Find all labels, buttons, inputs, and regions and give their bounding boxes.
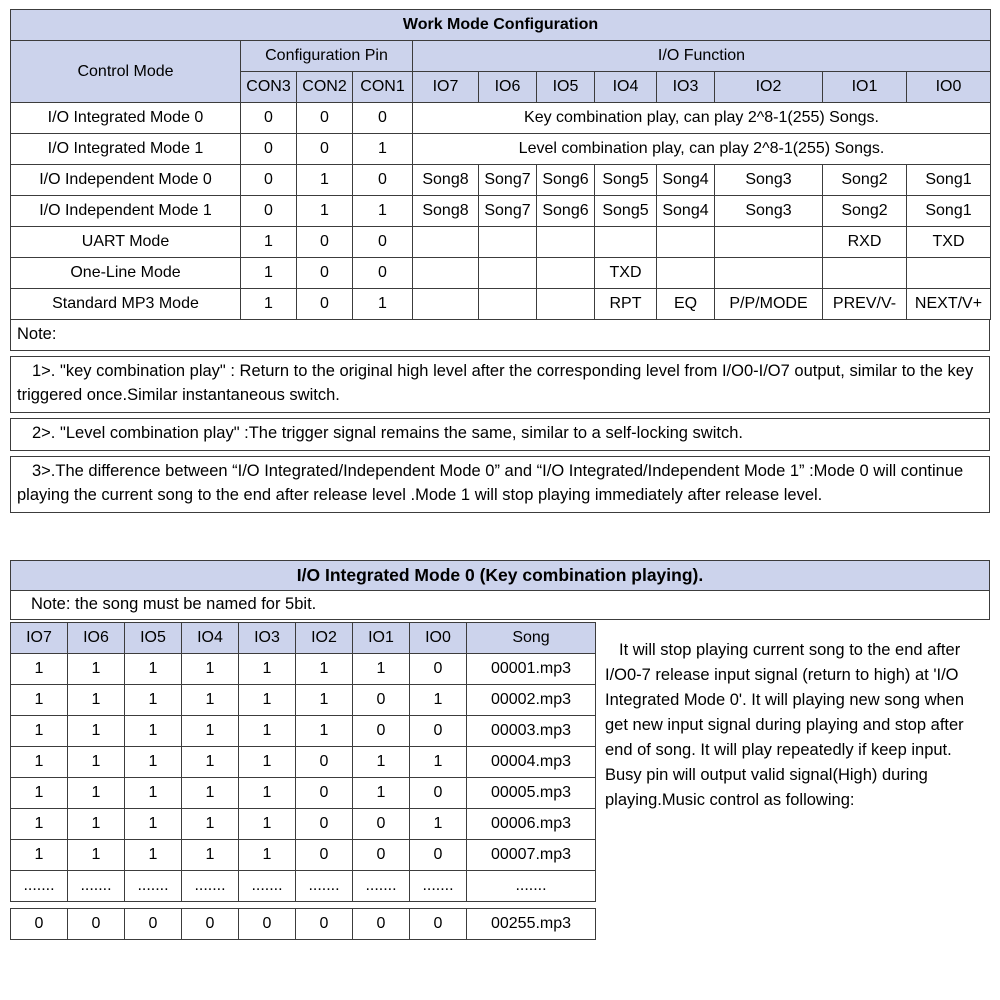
bit-cell: 1 [11, 746, 68, 777]
bit-cell: 1 [296, 715, 353, 746]
io-cell: Song2 [823, 165, 907, 196]
song-cell: 00006.mp3 [467, 808, 596, 839]
song-cell: 00007.mp3 [467, 839, 596, 870]
bit-cell: 1 [68, 777, 125, 808]
bit-cell: 1 [239, 839, 296, 870]
bit-cell: 1 [239, 684, 296, 715]
io-cell: Song6 [537, 165, 595, 196]
io-cell: Song2 [823, 196, 907, 227]
song-cell: 00002.mp3 [467, 684, 596, 715]
pin-cell: 0 [353, 103, 413, 134]
work-mode-row [11, 289, 991, 320]
bit-cell: 0 [410, 839, 467, 870]
song-column-header: IO5 [125, 622, 182, 653]
pin-column-header: CON1 [353, 72, 413, 103]
pin-cell: 0 [353, 227, 413, 258]
pin-cell: 0 [241, 165, 297, 196]
bit-cell: 1 [182, 715, 239, 746]
mode-cell: UART Mode [11, 227, 241, 258]
io-cell: NEXT/V+ [907, 289, 991, 320]
pin-cell: 0 [297, 103, 353, 134]
bit-cell: 1 [68, 653, 125, 684]
song-column-header: IO0 [410, 622, 467, 653]
integrated-mode-body [10, 622, 990, 940]
pin-cell: 0 [297, 289, 353, 320]
mode-cell: Standard MP3 Mode [11, 289, 241, 320]
io-column-header: IO0 [907, 72, 991, 103]
io-cell: Song3 [715, 196, 823, 227]
bit-cell: 0 [182, 908, 239, 939]
pin-cell: 0 [297, 227, 353, 258]
pin-cell: 0 [297, 258, 353, 289]
io-cell: TXD [595, 258, 657, 289]
pin-cell: 1 [297, 196, 353, 227]
io-function-header: I/O Function [413, 41, 991, 72]
bit-cell: 0 [296, 777, 353, 808]
io-cell: Song7 [479, 165, 537, 196]
bit-cell: 1 [410, 684, 467, 715]
io-cell: Song1 [907, 165, 991, 196]
integrated-mode-title: I/O Integrated Mode 0 (Key combination playing). [10, 560, 990, 591]
bit-cell: 0 [296, 908, 353, 939]
work-mode-header-row [11, 41, 991, 72]
bit-cell: 1 [296, 684, 353, 715]
song-table-last-row [11, 908, 596, 939]
integrated-mode-note: Note: the song must be named for 5bit. [10, 590, 990, 620]
bit-cell: 1 [182, 777, 239, 808]
control-mode-header: Control Mode [11, 41, 241, 103]
bit-cell: 1 [125, 653, 182, 684]
bit-cell: 0 [239, 908, 296, 939]
bit-cell: 1 [11, 653, 68, 684]
bit-cell: 1 [68, 715, 125, 746]
io-column-header: IO1 [823, 72, 907, 103]
io-cell [537, 258, 595, 289]
bit-cell: 1 [182, 746, 239, 777]
work-mode-title-row [11, 10, 991, 41]
bit-cell: 1 [182, 808, 239, 839]
io-cell: P/P/MODE [715, 289, 823, 320]
bit-cell: 1 [125, 746, 182, 777]
io-cell [657, 227, 715, 258]
io-cell: Song7 [479, 196, 537, 227]
bit-cell: 1 [125, 715, 182, 746]
io-span-cell: Level combination play, can play 2^8-1(255) Songs. [413, 134, 991, 165]
pin-column-header: CON2 [297, 72, 353, 103]
io-cell: Song6 [537, 196, 595, 227]
song-table-row [11, 777, 596, 808]
pin-cell: 1 [353, 134, 413, 165]
bit-cell: 0 [353, 839, 410, 870]
io-cell [715, 227, 823, 258]
note-item-2: 2>. "Level combination play" :The trigger signal remains the same, similar to a self-locking switch. [10, 418, 990, 451]
work-mode-title: Work Mode Configuration [11, 10, 991, 41]
io-cell: Song4 [657, 165, 715, 196]
io-cell [715, 258, 823, 289]
song-column-header: IO7 [11, 622, 68, 653]
bit-cell: ....... [296, 870, 353, 901]
notes-section [10, 319, 990, 513]
mode-cell: I/O Integrated Mode 0 [11, 103, 241, 134]
bit-cell: 1 [353, 653, 410, 684]
bit-cell: 1 [125, 808, 182, 839]
pin-cell: 0 [353, 165, 413, 196]
bit-cell: ....... [11, 870, 68, 901]
io-column-header: IO7 [413, 72, 479, 103]
bit-cell: 1 [182, 684, 239, 715]
bit-cell: 1 [182, 839, 239, 870]
bit-cell: 0 [68, 908, 125, 939]
io-cell: Song5 [595, 165, 657, 196]
io-cell [479, 258, 537, 289]
song-column-header: IO2 [296, 622, 353, 653]
io-cell: Song5 [595, 196, 657, 227]
io-cell [537, 289, 595, 320]
bit-cell: 1 [410, 746, 467, 777]
bit-cell: 0 [410, 777, 467, 808]
bit-cell: 1 [68, 808, 125, 839]
bit-cell: 1 [353, 746, 410, 777]
note-item-3: 3>.The difference between “I/O Integrated/Independent Mode 0” and “I/O Integrated/Independent Mode 1” :Mode 0 will continue playing the current song to the end after release level .Mode 1 will stop playing immediately after release level. [10, 456, 990, 513]
io-cell: RPT [595, 289, 657, 320]
pin-cell: 0 [241, 103, 297, 134]
song-table-last [10, 908, 596, 940]
io-cell [595, 227, 657, 258]
bit-cell: 0 [410, 908, 467, 939]
mode-cell: I/O Independent Mode 1 [11, 196, 241, 227]
mode-cell: I/O Independent Mode 0 [11, 165, 241, 196]
bit-cell: 1 [353, 777, 410, 808]
bit-cell: 0 [296, 839, 353, 870]
bit-cell: 1 [68, 839, 125, 870]
io-cell [823, 258, 907, 289]
bit-cell: 1 [11, 808, 68, 839]
bit-cell: 0 [353, 715, 410, 746]
work-mode-row [11, 165, 991, 196]
io-cell: Song3 [715, 165, 823, 196]
bit-cell: 1 [68, 684, 125, 715]
bit-cell: 1 [68, 746, 125, 777]
bit-cell: 1 [239, 715, 296, 746]
song-table-row [11, 715, 596, 746]
integrated-mode-description: It will stop playing current song to the end after I/O0-7 release input signal (return to high) at 'I/O Integrated Mode 0'. It will playing new song when get new input signal during playing and stop after end of song. It will play repeatedly if keep input. Busy pin will output valid signal(High) during playing.Music control as following: [605, 640, 965, 809]
bit-cell: 0 [353, 684, 410, 715]
io-cell: RXD [823, 227, 907, 258]
bit-cell: 0 [296, 746, 353, 777]
io-cell: Song4 [657, 196, 715, 227]
song-table-row [11, 684, 596, 715]
bit-cell: 1 [125, 777, 182, 808]
song-cell: 00255.mp3 [467, 908, 596, 939]
song-column-header: IO6 [68, 622, 125, 653]
bit-cell: 1 [239, 746, 296, 777]
bit-cell: 1 [125, 684, 182, 715]
bit-cell: ....... [182, 870, 239, 901]
work-mode-row [11, 103, 991, 134]
bit-cell: 1 [11, 715, 68, 746]
song-cell: 00003.mp3 [467, 715, 596, 746]
io-span-cell: Key combination play, can play 2^8-1(255) Songs. [413, 103, 991, 134]
song-table-row [11, 870, 596, 901]
work-mode-row [11, 196, 991, 227]
song-table-row [11, 653, 596, 684]
pin-cell: 1 [241, 289, 297, 320]
bit-cell: ....... [353, 870, 410, 901]
bit-cell: 1 [239, 653, 296, 684]
io-column-header: IO2 [715, 72, 823, 103]
song-table-header-row [11, 622, 596, 653]
song-column-header: Song [467, 622, 596, 653]
bit-cell: 0 [11, 908, 68, 939]
song-cell: 00001.mp3 [467, 653, 596, 684]
song-column-header: IO4 [182, 622, 239, 653]
notes-label: Note: [10, 319, 990, 351]
work-mode-row [11, 227, 991, 258]
io-cell [413, 227, 479, 258]
song-table [10, 622, 596, 902]
song-table-row [11, 839, 596, 870]
io-cell: Song8 [413, 196, 479, 227]
song-column-header: IO3 [239, 622, 296, 653]
bit-cell: 0 [410, 653, 467, 684]
bit-cell: 1 [182, 653, 239, 684]
bit-cell: 1 [296, 653, 353, 684]
io-cell: Song8 [413, 165, 479, 196]
mode-cell: I/O Integrated Mode 1 [11, 134, 241, 165]
io-cell [479, 227, 537, 258]
pin-cell: 0 [353, 258, 413, 289]
bit-cell: 1 [11, 839, 68, 870]
bit-cell: 0 [125, 908, 182, 939]
bit-cell: ....... [68, 870, 125, 901]
io-column-header: IO5 [537, 72, 595, 103]
pin-cell: 0 [297, 134, 353, 165]
song-table-column [10, 622, 595, 940]
io-cell [657, 258, 715, 289]
bit-cell: 0 [410, 715, 467, 746]
pin-column-header: CON3 [241, 72, 297, 103]
bit-cell: 1 [11, 684, 68, 715]
song-cell: 00004.mp3 [467, 746, 596, 777]
mode-cell: One-Line Mode [11, 258, 241, 289]
io-cell [413, 289, 479, 320]
io-column-header: IO3 [657, 72, 715, 103]
configuration-pin-header: Configuration Pin [241, 41, 413, 72]
bit-cell: 0 [353, 808, 410, 839]
io-cell [413, 258, 479, 289]
bit-cell: 1 [11, 777, 68, 808]
io-cell: PREV/V- [823, 289, 907, 320]
bit-cell: 0 [353, 908, 410, 939]
section-spacer [10, 513, 990, 560]
work-mode-table [10, 9, 991, 320]
pin-cell: 0 [241, 134, 297, 165]
song-table-row [11, 746, 596, 777]
pin-cell: 0 [241, 196, 297, 227]
bit-cell: 1 [410, 808, 467, 839]
io-cell: TXD [907, 227, 991, 258]
work-mode-row [11, 134, 991, 165]
note-item-1: 1>. "key combination play" : Return to the original high level after the corresponding level from I/O0-I/O7 output, similar to the key triggered once.Similar instantaneous switch. [10, 356, 990, 413]
song-column-header: IO1 [353, 622, 410, 653]
io-cell: EQ [657, 289, 715, 320]
pin-cell: 1 [241, 258, 297, 289]
work-mode-row [11, 258, 991, 289]
pin-cell: 1 [297, 165, 353, 196]
io-cell [907, 258, 991, 289]
bit-cell: 1 [239, 808, 296, 839]
pin-cell: 1 [353, 289, 413, 320]
io-cell [537, 227, 595, 258]
integrated-mode-section [10, 560, 990, 940]
bit-cell: 1 [125, 839, 182, 870]
bit-cell: ....... [125, 870, 182, 901]
song-table-row [11, 808, 596, 839]
bit-cell: ....... [239, 870, 296, 901]
io-column-header: IO4 [595, 72, 657, 103]
io-cell: Song1 [907, 196, 991, 227]
pin-cell: 1 [241, 227, 297, 258]
bit-cell: ....... [410, 870, 467, 901]
bit-cell: 1 [239, 777, 296, 808]
io-cell [479, 289, 537, 320]
song-cell: ....... [467, 870, 596, 901]
song-cell: 00005.mp3 [467, 777, 596, 808]
bit-cell: 0 [296, 808, 353, 839]
pin-cell: 1 [353, 196, 413, 227]
io-column-header: IO6 [479, 72, 537, 103]
